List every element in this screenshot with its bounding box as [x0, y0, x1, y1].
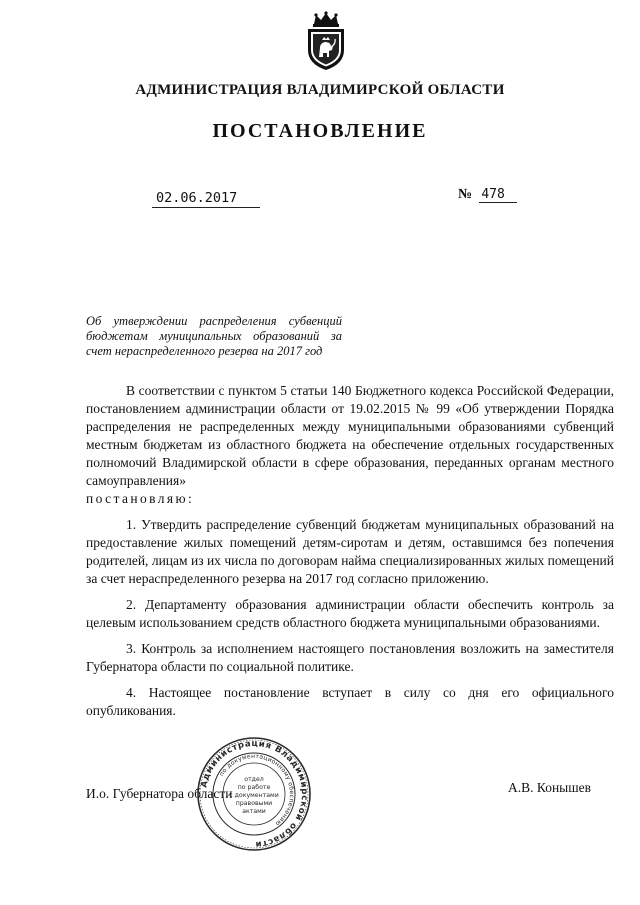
resolution-word: постановляю:	[86, 491, 195, 506]
preamble-paragraph: В соответствии с пунктом 5 статьи 140 Бюджетного кодекса Российской Федерации, постановлением администрации области от 19.02.2015 № 99 «Об утверждении Порядка распределения не распределенных между муниципальными образованиями субвенций местным бюджетам из областного бюджета на обеспечение отдельных государственных полномочий Владимирской области в сфере образования, переданных органам местного самоуправления»	[86, 383, 614, 488]
document-number-block	[458, 186, 517, 203]
svg-text:правовыми: правовыми	[235, 800, 273, 807]
svg-text:отдел: отдел	[244, 776, 264, 783]
document-subject: Об утверждении распределения субвенций бюджетам муниципальных образований за счет нераспределенного резерва на 2017 год	[86, 314, 342, 358]
svg-text:актами: актами	[242, 808, 266, 815]
organization-title: АДМИНИСТРАЦИЯ ВЛАДИМИРСКОЙ ОБЛАСТИ	[135, 82, 505, 98]
document-body	[86, 382, 614, 720]
document-date: 02.06.2017	[152, 190, 260, 208]
document-type-heading: ПОСТАНОВЛЕНИЕ	[212, 120, 428, 142]
signatory-name: А.В. Конышев	[508, 780, 592, 795]
official-stamp	[196, 736, 312, 852]
svg-text:с документами: с документами	[229, 792, 279, 799]
item-paragraph-2: 2. Департаменту образования администрации области обеспечить контроль за целевым использованием средств областного бюджета муниципальными образованиями.	[86, 597, 614, 630]
item-paragraph-4: 4. Настоящее постановление вступает в силу со дня его официального опубликования.	[86, 685, 614, 718]
svg-text:по работе: по работе	[237, 784, 271, 791]
number-sign: №	[458, 187, 473, 202]
coat-of-arms-icon	[300, 10, 352, 72]
signatory-position: И.о. Губернатора области	[86, 786, 233, 801]
document-number: 478	[479, 187, 517, 203]
svg-text:Администрация Владимирской обл: Администрация Владимирской области	[199, 738, 310, 850]
svg-text:по документационному обеспечен: по документационному обеспечению	[218, 752, 296, 828]
item-paragraph-3: 3. Контроль за исполнением настоящего постановления возложить на заместителя Губернатора области по социальной политике.	[86, 641, 614, 674]
item-paragraph-1: 1. Утвердить распределение субвенций бюджетам муниципальных образований на предоставление жилых помещений детям-сиротам и детям, оставшимся без попечения родителей, лицам из их числа по договорам найма специализированных жилых помещений за счет нераспределенного резерва на 2017 год согласно приложению.	[86, 517, 614, 586]
